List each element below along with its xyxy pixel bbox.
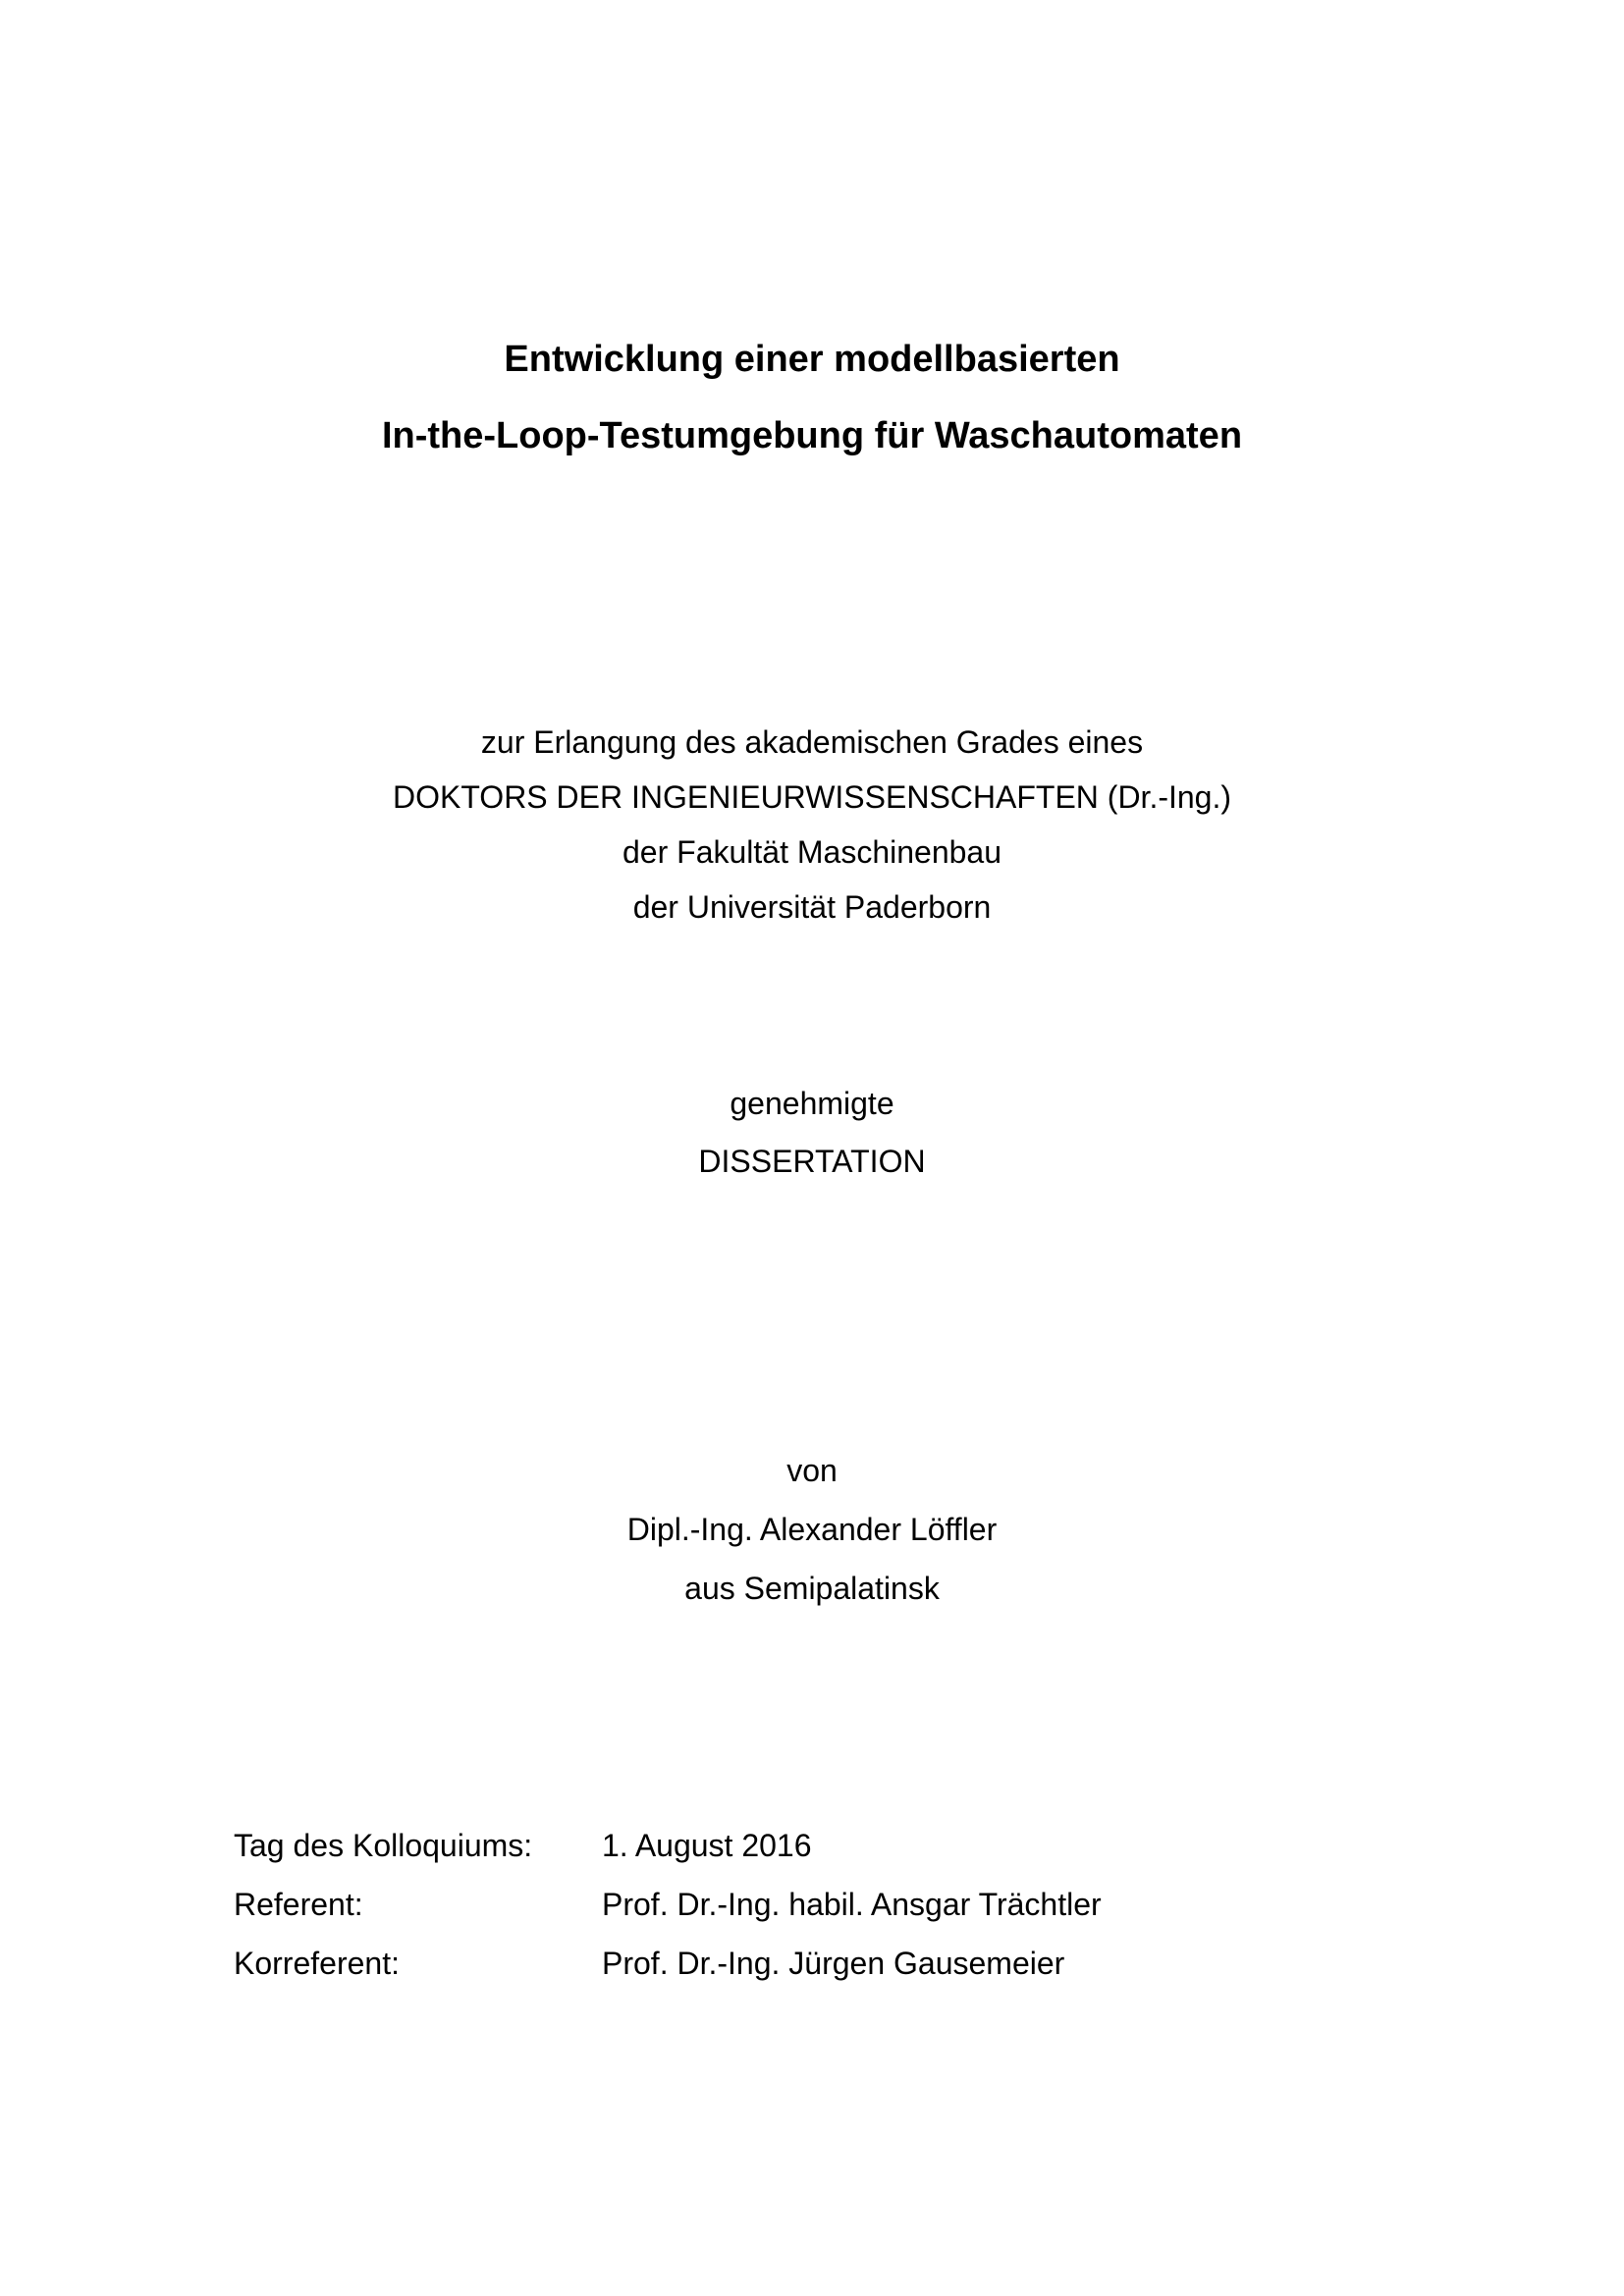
degree-line-3: der Fakultät Maschinenbau	[623, 834, 1001, 870]
referee-label: Referent:	[234, 1887, 363, 1922]
document-type-line-2: DISSERTATION	[698, 1144, 926, 1179]
author-by: von	[786, 1453, 838, 1488]
author-name: Dipl.-Ing. Alexander Löffler	[626, 1512, 998, 1547]
thesis-title-line-1: Entwicklung einer modellbasierten	[504, 339, 1120, 380]
colloquium-date-value: 1. August 2016	[602, 1828, 812, 1863]
degree-line-4: der Universität Paderborn	[632, 889, 992, 925]
thesis-title-line-2: In-the-Loop-Testumgebung für Waschautomaten	[381, 415, 1243, 456]
degree-line-2: DOKTORS DER INGENIEURWISSENSCHAFTEN (Dr.-Ing.)	[392, 779, 1232, 815]
colloquium-date-label: Tag des Kolloquiums:	[234, 1828, 533, 1863]
co-referee-value: Prof. Dr.-Ing. Jürgen Gausemeier	[602, 1946, 1065, 1981]
document-type-line-1: genehmigte	[730, 1086, 894, 1121]
co-referee-label: Korreferent:	[234, 1946, 400, 1981]
author-origin: aus Semipalatinsk	[684, 1571, 940, 1606]
degree-line-1: zur Erlangung des akademischen Grades eines	[480, 724, 1144, 760]
referee-value: Prof. Dr.-Ing. habil. Ansgar Trächtler	[602, 1887, 1102, 1922]
